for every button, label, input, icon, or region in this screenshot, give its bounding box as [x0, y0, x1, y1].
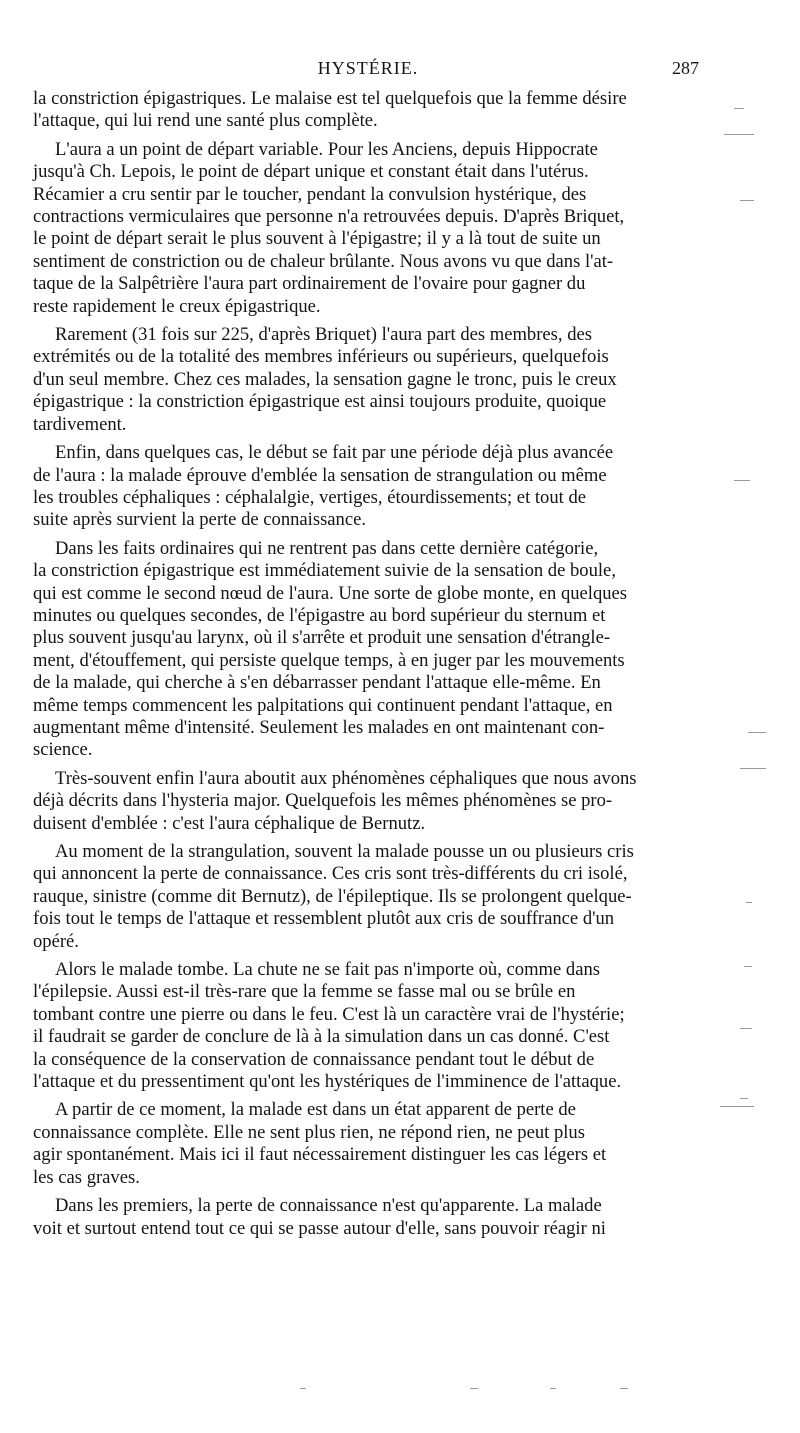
paragraph-advanced-onset: Enfin, dans quelques cas, le début se fait par une période déjà plus avancée de l'aura : la malade éprouve d'emblée la sensation de strangulation ou même les troubles céphaliques : céphalalgie, vertiges, étourdissements; et tout de suite après survient la perte de connaissance.	[33, 442, 614, 531]
margin-scan-marks	[720, 60, 780, 1260]
paragraph-mild-cases: Dans les premiers, la perte de connaissance n'est qu'apparente. La malade voit et surtout entend tout ce qui se passe autour d'elle, sans pouvoir réagir ni	[33, 1195, 606, 1239]
paragraph-globus: Dans les faits ordinaires qui ne rentrent pas dans cette dernière catégorie, la constriction épigastrique est immédiatement suivie de la sensation de boule, qui est comme le second nœud de l'aura. Une sorte de globe monte, en quelques minutes ou quelques secondes, de l'épigastre au bord supérieur du sternum et plus souvent jusqu'au larynx, où il s'arrête et produit une sensation d'étrangle- ment, d'étouffement, qui persiste quelque temps, à en juger par les mouvements de la malade, qui cherche à s'en débarrasser pendant l'attaque elle-même. En même temps commencent les palpitations qui continuent pendant l'attaque, en augmentant même d'intensité. Seulement les malades en ont maintenant con- science.	[33, 537, 628, 761]
paragraph-cries: Au moment de la strangulation, souvent la malade pousse un ou plusieurs cris qui annoncent la perte de connaissance. Ces cris sont très-différents du cri isolé, rauque, sinistre (comme dit Bernutz), de l'épileptique. Ils se prolongent quelque- fois tout le temps de l'attaque et ressemblent plutôt aux cris de souffrance d'un opéré.	[33, 841, 634, 952]
paragraph-cephalic-aura: Très-souvent enfin l'aura aboutit aux phénomènes céphaliques que nous avons déjà décrits dans l'hysteria major. Quelquefois les mêmes phénomènes se pro- duisent d'emblée : c'est l'aura céphalique de Bernutz.	[33, 767, 637, 834]
paragraph-continuation: la constriction épigastriques. Le malaise est tel quelquefois que la femme désire l'attaque, qui lui rend une santé plus complète.	[33, 88, 627, 132]
page-number: 287	[672, 58, 699, 78]
bottom-scan-marks	[300, 1388, 680, 1390]
body-text	[33, 88, 703, 1240]
running-header	[33, 58, 703, 88]
paragraph-fall: Alors le malade tombe. La chute ne se fait pas n'importe où, comme dans l'épilepsie. Aussi est-il très-rare que la femme se fasse mal ou se brûle en tombant contre une pierre ou dans le feu. C'est là un caractère vrai de l'hystérie; il faudrait se garder de conclure de là à la simulation dans un cas donné. C'est la conséquence de la conservation de connaissance pendant tout le début de l'attaque et du pressentiment qu'ont les hystériques de l'imminence de l'attaque.	[33, 959, 625, 1093]
paragraph-aura-origin: L'aura a un point de départ variable. Pour les Anciens, depuis Hippocrate jusqu'à Ch. Lepois, le point de départ unique et constant était dans l'utérus. Récamier a cru sentir par le toucher, pendant la convulsion hystérique, des contractions vermiculaires que personne n'a retrouvées depuis. D'après Briquet, le point de départ serait le plus souvent à l'épigastre; il y a là tout de suite un sentiment de constriction ou de chaleur brûlante. Nous avons vu que dans l'at- taque de la Salpêtrière l'aura part ordinairement de l'ovaire pour gagner du reste rapidement le creux épigastrique.	[33, 138, 625, 317]
paragraph-loss-of-consciousness: A partir de ce moment, la malade est dans un état apparent de perte de connaissance complète. Elle ne sent plus rien, ne répond rien, ne peut plus agir spontanément. Mais ici il faut nécessairement distinguer les cas légers et les cas graves.	[33, 1099, 607, 1188]
paragraph-limbs-origin: Rarement (31 fois sur 225, d'après Briquet) l'aura part des membres, des extrémités ou de la totalité des membres inférieurs ou supérieurs, quelquefois d'un seul membre. Chez ces malades, la sensation gagne le tronc, puis le creux épigastrique : la constriction épigastrique est ainsi toujours produite, quoique tardivement.	[33, 324, 617, 435]
running-title: HYSTÉRIE.	[317, 58, 419, 78]
book-page	[33, 58, 703, 1240]
